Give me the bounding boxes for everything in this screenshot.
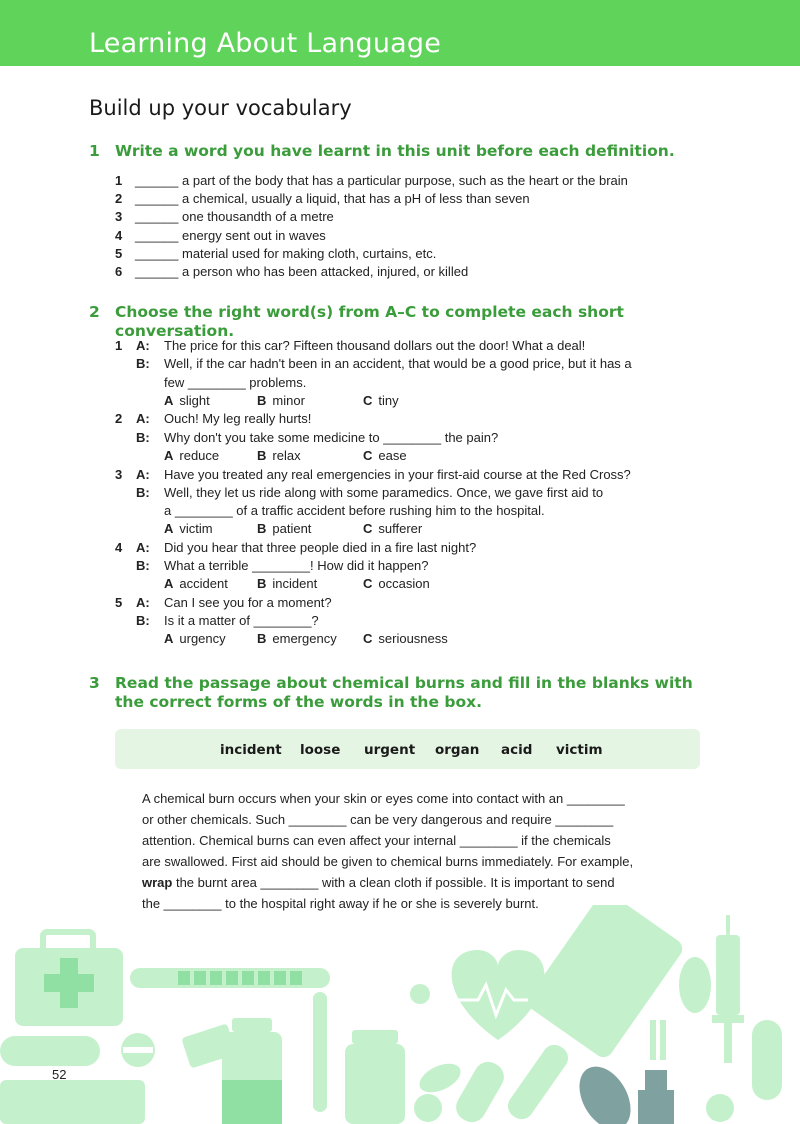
passage-line: the ________ to the hospital right away if he or she is severely burnt. <box>142 896 539 911</box>
pill-icon <box>415 1058 465 1098</box>
option-b: B emergency <box>257 631 337 646</box>
speaker-b: B: <box>136 430 150 445</box>
utterance-b: Why don't you take some medicine to ________ the pain? <box>164 430 499 445</box>
task2-instruction: Choose the right word(s) from A–C to complete each short conversation. <box>115 303 624 340</box>
word-box-item: victim <box>556 742 603 758</box>
oval-pill-icon <box>679 957 711 1013</box>
utterance-b-cont: a ________ of a traffic accident before rushing him to the hospital. <box>164 503 545 518</box>
task3-heading <box>89 674 715 712</box>
question-number: 5 <box>115 595 123 610</box>
utterance-a: Have you treated any real emergencies in your first-aid course at the Red Cross? <box>164 467 631 482</box>
word-box-item: loose <box>300 742 341 758</box>
speaker-a: A: <box>136 540 150 555</box>
task1-number: 1 <box>89 142 100 160</box>
word-box-item: urgent <box>364 742 416 758</box>
page-title: Learning About Language <box>89 28 442 59</box>
bottle-icon <box>232 1018 272 1032</box>
option-c: C tiny <box>363 393 399 408</box>
utterance-a: Can I see you for a moment? <box>164 595 332 610</box>
task3-instruction: Read the passage about chemical burns and fill in the blanks with the correct forms of the words in the box. <box>115 674 693 711</box>
utterance-a: The price for this car? Fifteen thousand dollars out the door! What a deal! <box>164 338 586 353</box>
question-number: 3 <box>115 467 123 482</box>
word-box <box>115 729 700 769</box>
syringe-icon <box>716 935 740 1015</box>
task2-number: 2 <box>89 303 100 321</box>
word-box-item: incident <box>220 742 282 758</box>
passage-line: or other chemicals. Such ________ can be very dangerous and require ________ <box>142 812 614 827</box>
option-c: C ease <box>363 448 407 463</box>
thermometer-icon <box>503 1040 572 1124</box>
option-a: A accident <box>164 576 228 591</box>
page-number: 52 <box>52 1067 67 1082</box>
utterance-b: Is it a matter of ________? <box>164 613 319 628</box>
capsule-icon <box>451 1057 509 1124</box>
passage-line: are swallowed. First aid should be given to chemical burns immediately. For example, <box>142 854 634 869</box>
option-c: C sufferer <box>363 521 423 536</box>
task3-number: 3 <box>89 674 100 692</box>
option-b: B relax <box>257 448 301 463</box>
blister-pack-icon <box>0 1080 145 1124</box>
speaker-b: B: <box>136 613 150 628</box>
utterance-b: What a terrible ________! How did it happen? <box>164 558 429 573</box>
bean-pill-icon <box>569 1058 641 1124</box>
brush-icon <box>650 1020 656 1060</box>
utterance-a: Did you hear that three people died in a fire last night? <box>164 540 477 555</box>
speaker-a: A: <box>136 595 150 610</box>
passage-line: A chemical burn occurs when your skin or eyes come into contact with an ________ <box>142 791 625 806</box>
tablet-icon <box>414 1094 442 1122</box>
speaker-a: A: <box>136 411 150 426</box>
utterance-b: Well, if the car hadn't been in an accident, that would be a good price, but it has a <box>164 356 632 371</box>
option-b: B incident <box>257 576 318 591</box>
capsule-icon <box>0 1036 100 1066</box>
speaker-b: B: <box>136 558 150 573</box>
pill-jar-icon <box>352 1030 398 1044</box>
option-a: A victim <box>164 521 213 536</box>
speaker-b: B: <box>136 485 150 500</box>
task1-heading <box>89 142 715 161</box>
word-box-item: acid <box>501 742 533 758</box>
task1-instruction: Write a word you have learnt in this unit before each definition. <box>115 142 675 160</box>
section-subtitle: Build up your vocabulary <box>89 96 352 120</box>
question-number: 4 <box>115 540 123 555</box>
utterance-a: Ouch! My leg really hurts! <box>164 411 312 426</box>
passage-line: wrap the burnt area ________ with a clean cloth if possible. It is important to send <box>142 875 615 890</box>
option-b: B minor <box>257 393 305 408</box>
speaker-b: B: <box>136 356 150 371</box>
speaker-a: A: <box>136 338 150 353</box>
capsule-icon <box>752 1020 782 1100</box>
option-c: C seriousness <box>363 631 448 646</box>
header-banner <box>0 0 800 66</box>
task2-heading <box>89 303 715 341</box>
dropper-icon <box>313 992 327 1112</box>
speaker-a: A: <box>136 467 150 482</box>
option-b: B patient <box>257 521 312 536</box>
option-c: C occasion <box>363 576 430 591</box>
question-number: 1 <box>115 338 123 353</box>
utterance-b: Well, they let us ride along with some paramedics. Once, we gave first aid to <box>164 485 604 500</box>
flower-icon <box>410 984 430 1004</box>
option-a: A reduce <box>164 448 220 463</box>
option-a: A slight <box>164 393 210 408</box>
medical-illustration <box>0 905 800 1124</box>
option-a: A urgency <box>164 631 226 646</box>
question-number: 2 <box>115 411 123 426</box>
utterance-b-cont: few ________ problems. <box>164 375 307 390</box>
passage-line: attention. Chemical burns can even affect your internal ________ if the chemicals <box>142 833 611 848</box>
word-box-item: organ <box>435 742 480 758</box>
